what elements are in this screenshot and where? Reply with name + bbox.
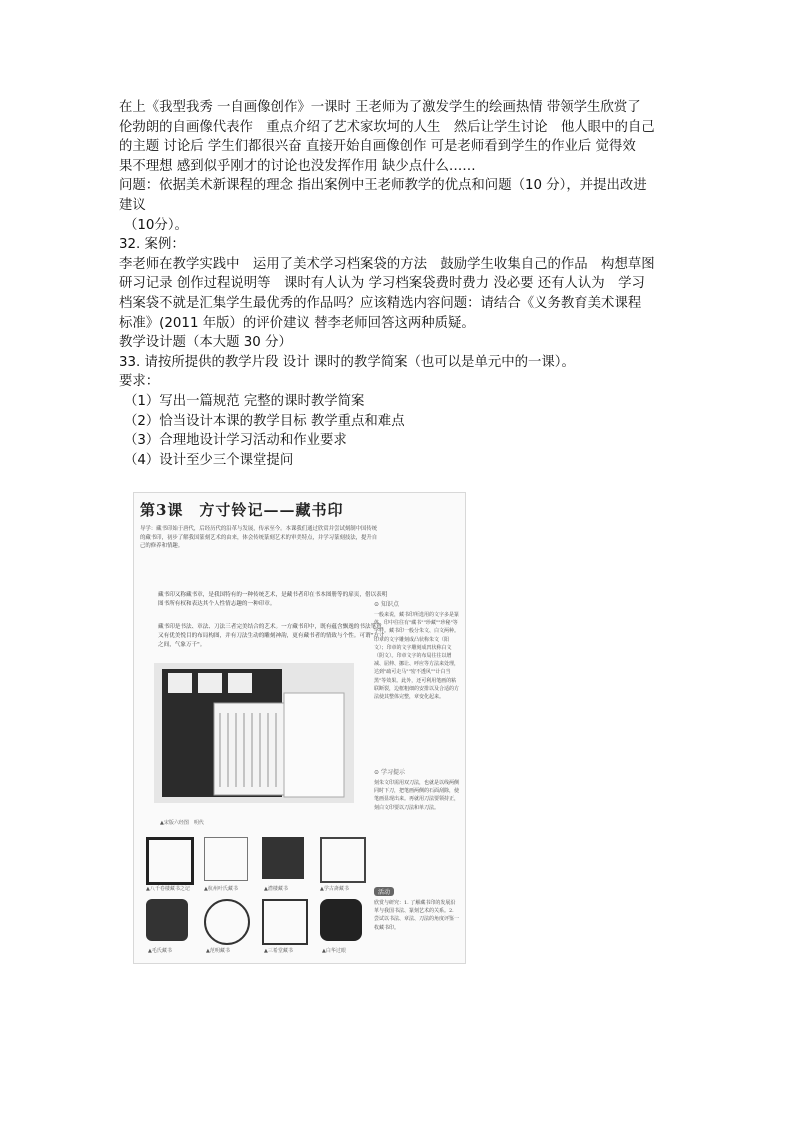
book-caption: ▲宋版六经图 明代	[160, 820, 204, 826]
seal-image	[204, 899, 250, 945]
text-line: 32. 案例：	[119, 237, 185, 253]
seal-image	[320, 837, 366, 883]
text-line: 问题：依据美术新课程的理念 指出案例中王老师教学的优点和问题（10 分），并提出改进	[119, 178, 647, 194]
tip-icon: ⊙	[374, 769, 381, 776]
seal-caption: ▲范明藏书	[206, 948, 230, 954]
text-line: 要求：	[119, 374, 160, 390]
seal-caption: ▲三希堂藏书	[264, 948, 293, 954]
side-note: 刻朱文印需用双刀法，也就是以线两侧同时下刀，把笔画两侧的石面刮除，使笔画显现出来。再就用刀法要领持正，刻白文印要以刀法和单刀法。	[374, 780, 460, 811]
lesson-paragraph: 藏书印是书法、章法、刀法三者完美结合的艺术。一方藏书印中，既有蕴含飘逸的书法笔意，又有优美悦目的布局构图，并有刀法生动的雕刻神韵，更有藏书者的情致与个性。可谓"方寸之间，气象万千"。	[158, 624, 388, 648]
text-line: 33. 请按所提供的教学片段 设计 课时的教学简案（也可以是单元中的一课）。	[119, 354, 575, 370]
side-heading: ⊙ 学习提示	[374, 769, 405, 776]
seal-image	[146, 837, 194, 885]
text-line: （2）恰当设计本课的教学目标 教学重点和难点	[124, 413, 405, 429]
seal-image	[320, 899, 362, 941]
text-line: 伦勃朗的自画像代表作 重点介绍了艺术家坎坷的人生 然后让学生讨论 他人眼中的自己	[119, 119, 655, 135]
lesson-paragraph: 藏书印又称藏书章，是我国特有的一种传统艺术，是藏书者印在书本图册等的扉页，借以表明图书所有权和表达其个人性情志趣的一种印章。	[158, 592, 388, 607]
seal-caption: ▲白华过眼	[322, 948, 346, 954]
side-heading: ⊙ 知识点	[374, 601, 399, 608]
text-line: 教学设计题（本大题 30 分）	[119, 335, 292, 351]
book-illustration	[154, 663, 354, 803]
text-line: 李老师在教学实践中 运用了美术学习档案袋的方法 鼓励学生收集自己的作品 构想草图	[119, 256, 655, 272]
seal-caption: ▲八千卷楼藏书之记	[146, 886, 190, 892]
seal-image	[262, 837, 304, 879]
activity-text: 欣赏与研究：1. 了解藏书印的发展沿革与我国书法、篆刻艺术的关系。2. 尝试以书法、章法、刀法的角度评鉴一枚藏书印。	[374, 900, 460, 931]
seal-caption: ▲学古斋藏书	[320, 886, 349, 892]
text-line: 档案袋不就是汇集学生最优秀的作品吗？应该精选内容问题：请结合《义务教育美术课程	[119, 295, 642, 311]
text-line: （4）设计至少三个课堂提问	[124, 452, 294, 468]
textbook-page-figure	[133, 492, 466, 964]
seal-image	[146, 899, 188, 941]
text-line: （3）合理地设计学习活动和作业要求	[124, 433, 347, 449]
text-line: 果不理想 感到似乎刚才的讨论也没发挥作用 缺少点什么……	[119, 158, 476, 174]
text-line: （1）写出一篇规范 完整的课时教学简案	[124, 393, 365, 409]
side-note: 一般来说，藏书印所选用的文字多是篆体，印中往往有"藏书""珍藏""珍秘"等字样。藏书印一般分朱文、白文两种。印章的文字雕刻成凸状称朱文（阳文）；印章的文字雕刻成凹状称白文（阴文）。印章文字的布局往往以增减、屈伸、挪让、呼应等方法来处理，达到"疏可走马""密不透风""计白当黑"等效果。此外，还可利用笔画的粘联断裂，边框粗细的安排以及合适的方法使其整体完整，章变化起来。	[374, 612, 460, 701]
seal-caption: ▲潜楼藏书	[264, 886, 288, 892]
seal-image	[262, 899, 308, 945]
lesson-intro: 导学：藏书印始于唐代，后经历代的沿革与发展，传承至今。本课我们通过欣赏并尝试刻制中国传统的藏书印，初步了解我国篆刻艺术的由来，体会传统篆刻艺术的审美特点，并学习篆刻技法，提升自己的修养和情趣。	[140, 526, 378, 550]
lesson-title: 第3课 方寸铃记——藏书印	[140, 501, 344, 519]
text-line: 建议	[119, 197, 146, 213]
text-line: （10分）。	[124, 217, 188, 233]
text-line: 标准》(2011 年版）的评价建议 替李老师回答这两种质疑。	[119, 315, 475, 331]
info-icon: ⊙	[374, 601, 381, 608]
text-line: 的主题 讨论后 学生们都很兴奋 直接开始自画像创作 可是老师看到学生的作业后 觉得效	[119, 139, 636, 155]
text-line: 研习记录 创作过程说明等 课时有人认为 学习档案袋费时费力 没必要 还有人认为 学习	[119, 276, 645, 292]
question-text	[119, 98, 679, 470]
seal-caption: ▲毛氏藏书	[148, 948, 172, 954]
seal-caption: ▲杭州叶氏藏书	[204, 886, 238, 892]
text-line: 在上《我型我秀 一自画像创作》一课时 王老师为了激发学生的绘画热情 带领学生欣赏了	[119, 100, 641, 115]
activity-heading: 活动	[374, 887, 394, 896]
seal-image	[204, 837, 248, 881]
